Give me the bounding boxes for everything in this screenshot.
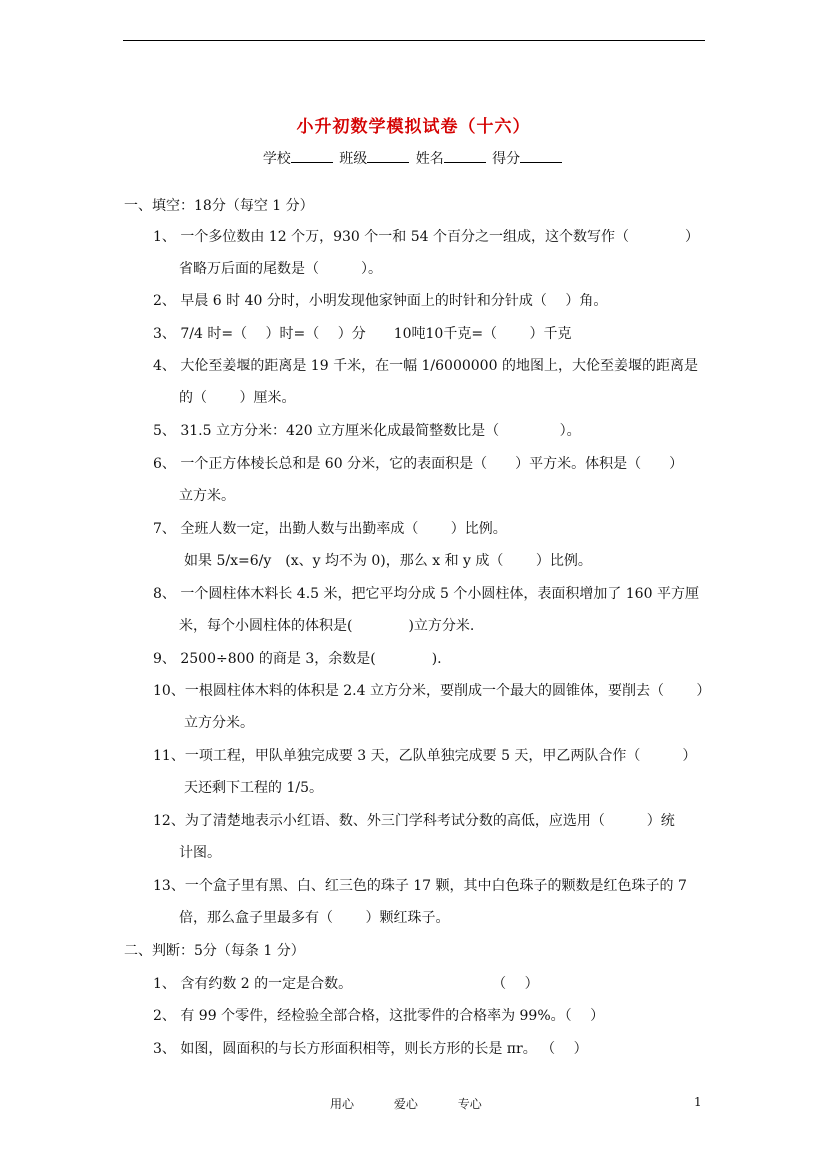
score-blank[interactable] bbox=[520, 148, 562, 163]
score-label: 得分 bbox=[492, 151, 521, 167]
header-rule bbox=[123, 40, 705, 41]
school-blank[interactable] bbox=[291, 148, 333, 163]
footer-text-1: 用心 bbox=[330, 1097, 355, 1111]
page-number: 1 bbox=[694, 1095, 702, 1109]
question-11-cont: 天还剩下工程的 1/5。 bbox=[184, 780, 323, 796]
judge-question-3: 3、 如图，圆面积的与长方形面积相等，则长方形的长是 πr。 （ ） bbox=[153, 1041, 588, 1057]
name-blank[interactable] bbox=[444, 148, 486, 163]
question-1-cont: 省略万后面的尾数是（ ）。 bbox=[179, 261, 382, 277]
question-10-cont: 立方分米。 bbox=[184, 715, 254, 731]
question-13-cont: 倍，那么盒子里最多有（ ）颗红珠子。 bbox=[179, 910, 450, 926]
question-3: 3、 7/4 时=（ ）时=（ ）分 10吨10千克=（ ）千克 bbox=[153, 326, 572, 342]
question-7: 7、 全班人数一定，出勤人数与出勤率成（ ）比例。 bbox=[153, 521, 507, 537]
question-5: 5、 31.5 立方分米：420 立方厘米化成最简整数比是（ ）。 bbox=[153, 423, 581, 439]
question-1: 1、 一个多位数由 12 个万，930 个一和 54 个百分之一组成，这个数写作（ ） bbox=[153, 229, 699, 245]
student-info-row bbox=[0, 148, 827, 168]
question-11: 11、一项工程，甲队单独完成要 3 天，乙队单独完成要 5 天，甲乙两队合作（ ） bbox=[153, 748, 697, 764]
question-7-cont: 如果 5/x=6/y (x、y 均不为 0)，那么 x 和 y 成（ ）比例。 bbox=[184, 553, 592, 569]
question-12: 12、为了清楚地表示小红语、数、外三门学科考试分数的高低，应选用（ ）统 bbox=[153, 813, 675, 829]
class-blank[interactable] bbox=[367, 148, 409, 163]
question-4: 4、 大伦至姜堰的距离是 19 千米，在一幅 1/6000000 的地图上，大伦至姜堰的距离是 bbox=[153, 358, 698, 374]
question-6: 6、 一个正方体棱长总和是 60 分米，它的表面积是（ ）平方米。体积是（ ） bbox=[153, 456, 684, 472]
question-9: 9、 2500÷800 的商是 3，余数是( ). bbox=[153, 651, 442, 667]
footer-text-3: 专心 bbox=[457, 1097, 482, 1111]
class-label: 班级 bbox=[339, 151, 368, 167]
question-8-cont: 米，每个小圆柱体的体积是( )立方分米. bbox=[179, 618, 475, 634]
name-label: 姓名 bbox=[415, 151, 444, 167]
footer-slogan bbox=[330, 1095, 518, 1112]
judge-question-1: 1、 含有约数 2 的一定是合数。 （ ） bbox=[153, 976, 539, 992]
question-8: 8、 一个圆柱体木料长 4.5 米，把它平均分成 5 个小圆柱体，表面积增加了 160 平方厘 bbox=[153, 586, 699, 602]
school-label: 学校 bbox=[262, 151, 291, 167]
question-6-cont: 立方米。 bbox=[179, 488, 235, 504]
question-12-cont: 计图。 bbox=[179, 845, 221, 861]
question-10: 10、一根圆柱体木料的体积是 2.4 立方分米，要削成一个最大的圆锥体，要削去（ ） bbox=[153, 683, 711, 699]
section-heading-true-false: 二、判断：5分（每条 1 分） bbox=[124, 943, 305, 959]
footer-text-2: 爱心 bbox=[393, 1097, 418, 1111]
section-heading-fill-blank: 一、填空：18分（每空 1 分） bbox=[124, 198, 314, 214]
question-13: 13、一个盒子里有黑、白、红三色的珠子 17 颗，其中白色珠子的颗数是红色珠子的 7 bbox=[153, 878, 687, 894]
page-title: 小升初数学模拟试卷（十六） bbox=[296, 117, 531, 137]
question-2: 2、 早晨 6 时 40 分时，小明发现他家钟面上的时针和分针成（ ）角。 bbox=[153, 293, 608, 309]
judge-question-2: 2、 有 99 个零件，经检验全部合格，这批零件的合格率为 99%。（ ） bbox=[153, 1008, 605, 1024]
question-4-cont: 的（ ）厘米。 bbox=[179, 390, 296, 406]
